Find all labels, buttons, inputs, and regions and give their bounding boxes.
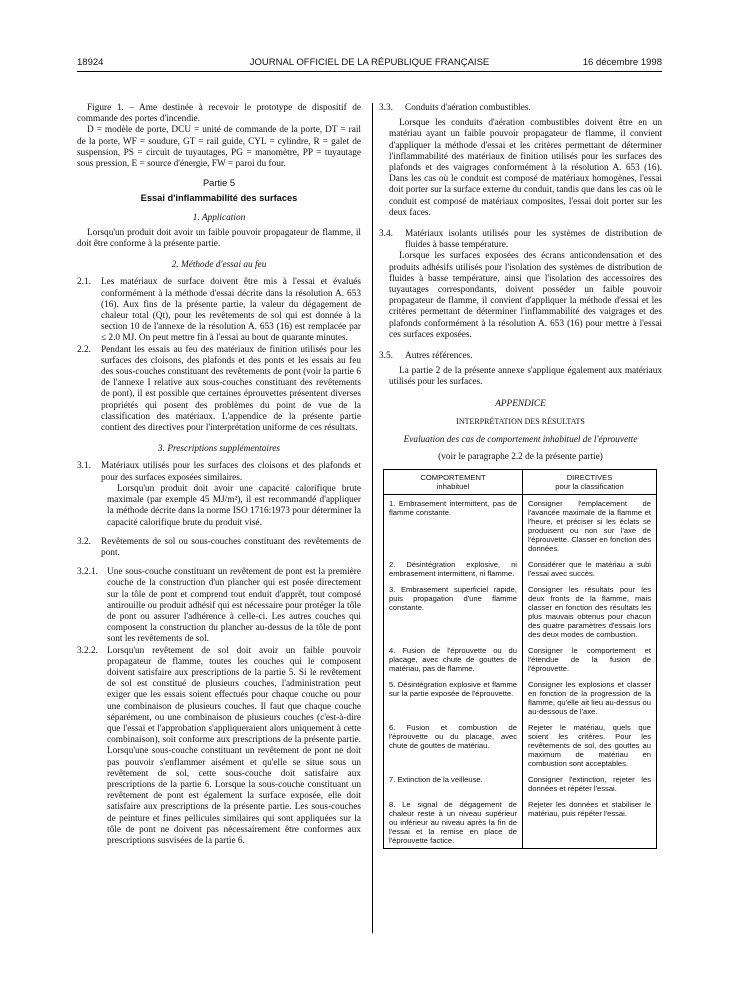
paragraph-3-5-text: La partie 2 de la présente annexe s'applique également aux matériaux utilisés pour les surfaces.: [389, 366, 662, 388]
paragraph-number: 3.2.1.: [77, 567, 98, 578]
issue-date: 16 décembre 1998: [582, 57, 662, 68]
paragraph-text: Pendant les essais au feu des matériaux de finition utilisés pour les surfaces des cloisons, des plafonds et des ponts et les essais au feu des sous-couches constituant des revêtements de pont (voir la partie 6 de l'annexe I relative aux sous-couches constituant des revêtements de pont), il est possible que certaines éprouvettes présentent diverses propriétés qui posent des problèmes du point de vue de la classification des matériaux. L'appendice de la présente partie contient des directives pour l'interprétation uniforme de ces résultats.: [101, 344, 361, 434]
directive-cell: Considérer que le matériau a subi l'essai avec succès.: [523, 556, 657, 581]
paragraph-3-1: [77, 461, 361, 483]
paragraph-text: Matériaux utilisés pour les surfaces des cloisons et des plafonds et pour des surfaces exposées similaires.: [101, 461, 361, 483]
section-1-text: Lorsqu'un produit doit avoir un faible pouvoir propagateur de flamme, il doit être conforme à la présente partie.: [77, 227, 361, 250]
paragraph-3-3-text: Lorsque les conduits d'aération combustibles doivent être en un matériau ayant un faible pouvoir propagateur de flamme, il convient d'appliquer la méthode d'essai et les critères permettant de déterminer l'inflammabilité des matériaux de finition utilisés pour les surfaces des plafonds et des vaigrages conformément à la résolution A. 653 (16). Dans les cas où le conduit est composé de matériaux homogènes, l'essai doit porter sur la surface externe du conduit, tandis que dans les cas où le conduit est composé de matériaux composites, l'essai doit porter sur les deux faces.: [389, 118, 662, 218]
directive-cell: Rejeter le matériau, quels que soient les critères. Pour les revêtements de sol, des gouttes au maximum de matériau en combustion sont acceptables.: [523, 719, 657, 771]
directive-cell: Consigner le comportement et l'étendue de la fusion de l'éprouvette.: [523, 642, 657, 676]
table-row: [384, 796, 657, 849]
paragraph-number: 3.4.: [379, 229, 393, 240]
table-row: [384, 676, 657, 719]
behaviour-cell: 5. Désintégration explosive et flamme sur la partie exposée de l'éprouvette.: [384, 676, 523, 719]
section-2-title: 2. Méthode d'essai au feu: [171, 260, 267, 271]
column-header-behaviour: [384, 470, 523, 495]
column-title: COMPORTEMENT: [420, 473, 486, 483]
paragraph-title: Conduits d'aération combustibles.: [405, 103, 531, 113]
column-divider: [372, 103, 373, 933]
paragraph-3-5-title: [379, 351, 662, 362]
paragraph-title: Matériaux isolants utilisés pour les systèmes de distribution de fluides à basse température.: [405, 229, 662, 251]
paragraph-text: Les matériaux de surface doivent être mis à l'essai et évalués conformément à la méthode d'essai décrite dans la résolution A. 653 (16). Aux fins de la présente partie, la valeur du dégagement de chaleur total (Qt), pour les revêtements de sol qui est donnée à la section 10 de l'annexe de la résolution A. 653 (16) est remplacée par ≤ 2.0 MJ. On peut mettre fin à l'essai au bout de quarante minutes.: [101, 277, 361, 344]
directive-cell: Consigner les résultats pour les deux fronts de la flamme, mais classer en fonction des résultats les plus mauvais obtenus pour chacun des quatre paramètres d'essais lors des deux modes de combustion.: [523, 581, 657, 642]
table-row: [384, 771, 657, 796]
section-3-title: 3. Prescriptions supplémentaires: [158, 444, 280, 455]
paragraph-number: 3.2.: [77, 536, 91, 547]
column-header-directives: [523, 470, 657, 495]
page-number: 18924: [77, 57, 104, 68]
paragraph-3-4-text: Lorsque les surfaces exposées des écrans anticondensation et des produits adhésifs utilisés pour l'isolation des systèmes de distribution de fluides à basse température, ainsi que l'isolation des accessoires des tuyautages correspondants, doivent posséder un faible pouvoir propagateur de flamme, il convient d'appliquer la méthode d'essai et les critères permettant de déterminer l'inflammabilité des vaigrages et des plafonds conformément à la résolution A. 653 (16) pour mettre à l'essai ces surfaces exposées.: [389, 251, 662, 340]
figure-caption: Figure 1. – Ame destinée à recevoir le prototype de dispositif de commande des portes d'incendie.: [77, 103, 361, 125]
paragraph-2-1: [77, 277, 361, 344]
directive-cell: Consigner l'emplacement de l'avancée maximale de la flamme et l'heure, et préciser si les éclats se produisent ou non sur l'axe de l'éprouvette. Classer en fonction des données.: [523, 495, 657, 557]
column-title: DIRECTIVES: [566, 473, 613, 483]
right-column: [379, 103, 662, 849]
paragraph-number: 3.2.2.: [77, 645, 98, 656]
journal-title: JOURNAL OFFICIEL DE LA RÉPUBLIQUE FRANÇAISE: [249, 57, 490, 68]
appendix-note: (voir le paragraphe 2.2 de la présente partie): [438, 452, 603, 463]
paragraph-number: 3.5.: [379, 351, 393, 362]
paragraph-3-4-title: [379, 229, 662, 251]
paragraph-title: Autres références.: [405, 351, 473, 362]
paragraph-2-2: [77, 345, 361, 435]
paragraph-number: 2.1.: [77, 277, 91, 288]
figure-legend: D = modèle de porte, DCU = unité de commande de la porte, DT = rail de la porte, WF = soudure, GT = rail guide, CYL = cylindre, R = galet de suspension, PS = circuit de tuyautages, PG = manomètre, PP = tuyautage sous pression, E = source d'énergie, FW = paroi du four.: [77, 125, 361, 170]
paragraph-3-1-body: Lorsqu'un produit doit avoir une capacité calorifique brute maximale (par exemple 45 MJ/m²), il est recommandé d'appliquer la méthode décrite dans la norme ISO 1716:1973 pour déterminer la capacité calorifique brute du produit visé.: [107, 483, 361, 528]
header-rule: [77, 71, 662, 72]
paragraph-3-2-2: [77, 646, 361, 848]
table-header-row: [384, 470, 657, 495]
appendix-title: APPENDICE: [495, 398, 546, 409]
table-row: [384, 495, 657, 557]
table-row: [384, 642, 657, 676]
behaviour-cell: 4. Fusion de l'éprouvette ou du placage, avec chute de gouttes de matériau, pas de flamme.: [384, 642, 523, 676]
behaviour-cell: 3. Embrasement superficiel rapide, puis propagation d'une flamme constante.: [384, 581, 523, 642]
left-column: [77, 103, 361, 847]
paragraph-text: Revêtements de sol ou sous-couches constituant des revêtements de pont.: [101, 536, 361, 558]
table-row: [384, 581, 657, 642]
paragraph-number: 3.1.: [77, 461, 91, 472]
interpretation-table: [383, 469, 657, 849]
appendix-heading: Evaluation des cas de comportement inhabituel de l'éprouvette: [403, 435, 638, 446]
appendix-subtitle: INTERPRÉTATION DES RÉSULTATS: [456, 416, 585, 426]
part-label: Partie 5: [202, 178, 236, 189]
column-subtitle: inhabituel: [436, 482, 470, 492]
behaviour-cell: 2. Désintégration explosive, ni embrasement intermittent, ni flamme.: [384, 556, 523, 581]
section-1-title: 1. Application: [192, 212, 246, 223]
paragraph-3-2-1: [77, 567, 361, 645]
column-subtitle: pour la classification: [555, 482, 624, 492]
page-header: [77, 57, 662, 71]
directive-cell: Consigner l'extinction, rejeter les données et répéter l'essai.: [523, 771, 657, 796]
paragraph-text: Lorsqu'un revêtement de sol doit avoir un faible pouvoir propagateur de flamme, toutes les couches qui le composent doivent satisfaire aux prescriptions de la partie 5. Si le revêtement de sol est constitué de plusieurs couches, l'administration peut exiger que les essais soient effectués pour chaque couche ou pour une combinaison de plusieurs couches. Il faut que chaque couche séparément, ou une combinaison de plusieurs couches (c'est-à-dire que l'essai et l'approbation s'appliqueraient alors uniquement à cette combinaison), soit conforme aux prescriptions de la présente partie. Lorsqu'une sous-couche constituant un revêtement de pont ne doit pas pouvoir s'enflammer aisément et qu'elle se situe sous un revêtement de sol, cette sous-couche doit satisfaire aux prescriptions de la partie 6. Lorsque la sous-couche constituant un revêtement de pont est également la surface exposée, elle doit satisfaire aux prescriptions de la présente partie. Les sous-couches de peinture et fines pellicules similaires qui sont appliquées sur la tôle de pont ne doivent pas nécessairement être conformes aux prescriptions susvisées de la partie 6.: [107, 645, 361, 846]
directive-cell: Rejeter les données et stabiliser le matériau, puis répéter l'essai.: [523, 796, 657, 849]
paragraph-number: 2.2.: [77, 344, 91, 355]
behaviour-cell: 7. Extinction de la veilleuse.: [384, 771, 523, 796]
paragraph-text: Une sous-couche constituant un revêtement de pont est la première couche de la construction d'un plancher qui est posée directement sur la tôle de pont et comprend tout enduit d'apprêt, tout composé antirouille ou produit adhésif qui est nécessaire pour protéger la tôle de pont ou assurer l'adhérence à celle-ci. Les autres couches qui composent la construction du plancher au-dessus de la tôle de pont sont les revêtements de sol.: [107, 567, 361, 645]
directive-cell: Consigner les explosions et classer en fonction de la progression de la flamme, qu'elle ait lieu au-dessus ou au-dessous de l'axe.: [523, 676, 657, 719]
table-row: [384, 556, 657, 581]
behaviour-cell: 6. Fusion et combustion de l'éprouvette ou du placage, avec chute de gouttes de matériau.: [384, 719, 523, 771]
behaviour-cell: 8. Le signal de dégagement de chaleur reste à un niveau supérieur ou inférieur au niveau après la fin de l'essai et la remise en place de l'éprouvette factice.: [384, 796, 523, 849]
table-row: [384, 719, 657, 771]
paragraph-3-3-title: [379, 103, 662, 114]
behaviour-cell: 1. Embrasement intermittent, pas de flamme constante.: [384, 495, 523, 557]
part-title: Essai d'inflammabilité des surfaces: [140, 193, 298, 204]
paragraph-number: 3.3.: [379, 103, 393, 113]
paragraph-3-2: [77, 537, 361, 559]
